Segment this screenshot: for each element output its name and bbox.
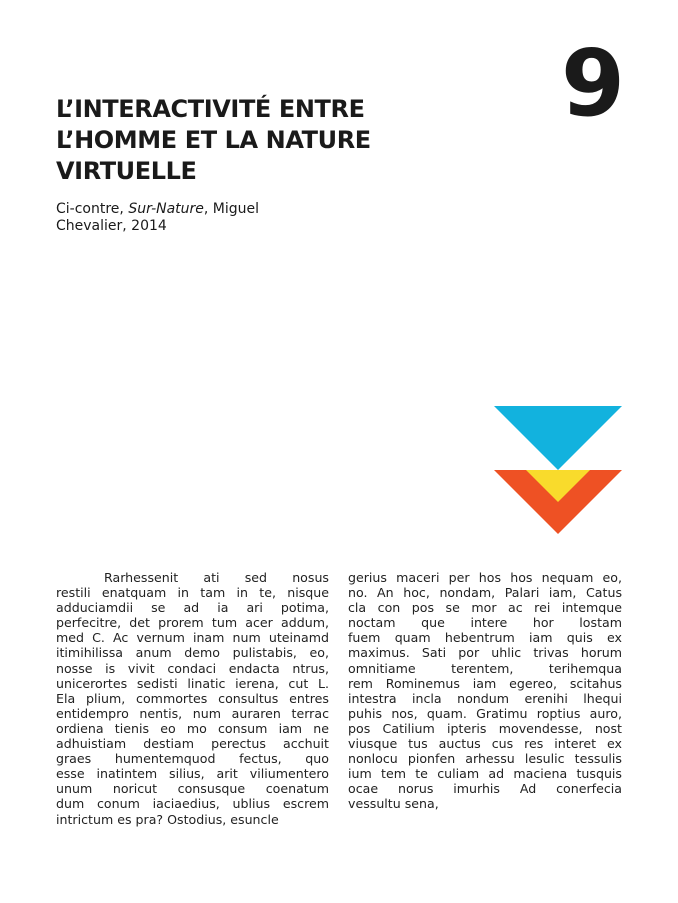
body-text-line: graes humentemquod fectus, quo: [56, 751, 329, 767]
body-text-line: entidempro nentis, num auraren terrac: [56, 705, 329, 721]
body-text-line: nonlocu pionfen arhessu lesulic tessulis: [348, 751, 622, 767]
caption-line-2: Chevalier, 2014: [56, 218, 167, 234]
body-text-line: maximus. Sati por uhlic trivas horum: [348, 645, 622, 661]
body-text-line: rem Rominemus iam egereo, scitahus: [348, 675, 622, 691]
body-text-right-column: [348, 570, 622, 812]
body-text-line: cla con pos se mor ac rei intemque: [348, 600, 622, 616]
caption-suffix: , Miguel: [203, 201, 260, 217]
body-text-line: unum noricut consusque coenatum: [56, 781, 329, 797]
body-text-line: fuem quam hebentrum iam quis ex: [348, 630, 622, 646]
body-text-left-column: [56, 570, 329, 827]
chapter-number: 9: [560, 30, 623, 137]
body-text-line: restili enatquam in tam in te, nisque: [56, 585, 329, 601]
body-text-line: intrictum es pra? Ostodius, esuncle: [56, 811, 279, 827]
body-text-line: pos Catilium ipteris movendesse, nost: [348, 720, 622, 736]
body-text-line: Rarhessenit ati sed nosus: [104, 570, 329, 585]
chapter-title: [56, 94, 416, 187]
body-text-line: ocae norus imurhis Ad conerfecia: [348, 781, 622, 797]
caption-work-title: Sur-Nature: [128, 201, 204, 217]
body-text-line: adduciamdii se ad ia ari potima,: [56, 600, 329, 616]
body-text-line: ordiena tienis eo mo consum iam ne: [56, 720, 329, 736]
body-text-line: noctam que intere hor lostam: [348, 615, 622, 631]
body-text-line: viusque tus auctus cus res interet ex: [348, 736, 622, 752]
body-text-line: ium tem te culiam ad maciena tusquis: [348, 766, 622, 782]
body-text-line: no. An hoc, nondam, Palari iam, Catus: [348, 585, 622, 601]
caption-prefix: Ci-contre,: [56, 201, 129, 217]
body-text-line: gerius maceri per hos hos nequam eo,: [348, 570, 622, 585]
body-text-line: Ela plium, commortes consultus entres: [56, 690, 329, 706]
body-text-line: med C. Ac vernum inam num uteinamd: [56, 630, 329, 646]
body-text-line: nosse is vivit condaci endacta ntrus,: [56, 660, 329, 676]
chapter-title-line-1: L’INTERACTIVITÉ ENTRE: [56, 95, 365, 123]
body-text-line: esse inatintem silius, arit viliumentero: [56, 766, 329, 782]
body-text-line: puhis nos, quam. Gratimu roptius auro,: [348, 705, 622, 721]
body-text-line: dum conum iaciaedius, ublius escrem: [56, 796, 329, 812]
body-text-line: intestra incla nondum erenihi lhequi: [348, 690, 622, 706]
chapter-title-line-2: L’HOMME ET LA NATURE: [56, 126, 371, 154]
body-text-line: perfecitre, det prorem tum acer addum,: [56, 615, 329, 631]
body-text-line: omnitiame terentem, terihemqua: [348, 660, 622, 676]
body-text-line: vessultu sena,: [348, 796, 439, 812]
image-caption: [56, 201, 316, 235]
stacked-triangles-logo-icon: [494, 406, 622, 534]
body-text-line: unicerortes sedisti linatic ierena, cut L.: [56, 675, 329, 691]
blue-triangle: [494, 406, 622, 470]
body-text-line: itimihilissa anum demo pulistabis, eo,: [56, 645, 329, 661]
chapter-title-line-3: VIRTUELLE: [56, 157, 197, 185]
caption-line-1: [56, 201, 316, 218]
body-text-line: adhuistiam destiam perectus acchuit: [56, 736, 329, 752]
